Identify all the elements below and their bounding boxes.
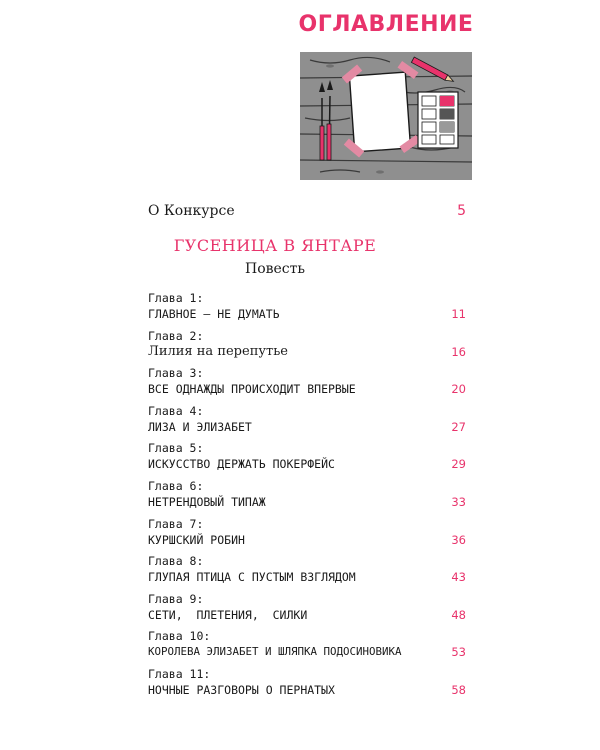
chapter-entry bbox=[148, 667, 466, 705]
page-number: 16 bbox=[451, 344, 466, 359]
chapter-entry bbox=[148, 554, 466, 592]
entry-label: О Конкурсе bbox=[148, 203, 235, 219]
chapter-title: ГЛУПАЯ ПТИЦА С ПУСТЫМ ВЗГЛЯДОМ bbox=[148, 570, 356, 585]
chapter-title: Лилия на перепутье bbox=[148, 343, 288, 359]
page-number: 48 bbox=[451, 607, 466, 622]
chapter-entry bbox=[148, 517, 466, 555]
page-number: 27 bbox=[451, 419, 466, 434]
page-number: 5 bbox=[457, 203, 466, 219]
chapter-label: Глава 6: bbox=[148, 478, 204, 493]
chapter-label: Глава 7: bbox=[148, 516, 204, 531]
page-number: 11 bbox=[451, 307, 466, 321]
chapter-title: КОРОЛЕВА ЭЛИЗАБЕТ И ШЛЯПКА ПОДОСИНОВИКА bbox=[148, 645, 402, 659]
chapter-label: Глава 1: bbox=[148, 291, 204, 305]
chapter-title: СЕТИ, ПЛЕТЕНИЯ, СИЛКИ bbox=[148, 607, 308, 622]
page-number: 53 bbox=[451, 645, 466, 660]
page-number: 29 bbox=[451, 457, 466, 472]
chapter-label: Глава 11: bbox=[148, 666, 211, 681]
page-number: 58 bbox=[451, 682, 466, 697]
chapter-title: ИСКУССТВО ДЕРЖАТЬ ПОКЕРФЕЙС bbox=[148, 457, 335, 472]
page-number: 20 bbox=[451, 382, 466, 397]
chapter-title: ЛИЗА И ЭЛИЗАБЕТ bbox=[148, 419, 252, 434]
chapter-list bbox=[148, 291, 466, 705]
chapter-label: Глава 10: bbox=[148, 629, 211, 644]
chapter-title: КУРШСКИЙ РОБИН bbox=[148, 532, 245, 547]
chapter-title: НОЧНЫЕ РАЗГОВОРЫ О ПЕРНАТЫХ bbox=[148, 682, 335, 697]
chapter-entry bbox=[148, 629, 466, 667]
chapter-entry bbox=[148, 592, 466, 630]
page-number: 36 bbox=[451, 532, 466, 547]
chapter-label: Глава 4: bbox=[148, 403, 204, 418]
part-subtitle: Повесть bbox=[244, 261, 305, 277]
chapter-label: Глава 3: bbox=[148, 366, 204, 381]
chapter-entry bbox=[148, 291, 466, 329]
chapter-label: Глава 8: bbox=[148, 554, 204, 569]
chapter-title: ВСЕ ОДНАЖДЫ ПРОИСХОДИТ ВПЕРВЫЕ bbox=[148, 382, 356, 397]
chapter-entry bbox=[148, 441, 466, 479]
chapter-label: Глава 9: bbox=[148, 591, 204, 606]
chapter-entry bbox=[148, 479, 466, 517]
chapter-entry bbox=[148, 366, 466, 404]
chapter-entry bbox=[148, 329, 466, 367]
chapter-label: Глава 2: bbox=[148, 328, 204, 343]
toc-entry-about bbox=[148, 203, 466, 219]
chapter-entry bbox=[148, 404, 466, 442]
part-title: ГУСЕНИЦА В ЯНТАРЕ bbox=[173, 236, 377, 255]
desk-illustration-icon bbox=[300, 52, 472, 180]
chapter-label: Глава 5: bbox=[148, 441, 204, 456]
chapter-title: ГЛАВНОЕ — НЕ ДУМАТЬ bbox=[148, 307, 280, 321]
chapter-title: НЕТРЕНДОВЫЙ ТИПАЖ bbox=[148, 494, 266, 509]
page-number: 43 bbox=[451, 570, 466, 585]
page-title: ОГЛАВЛЕНИЕ bbox=[298, 12, 474, 37]
page-number: 33 bbox=[451, 494, 466, 509]
